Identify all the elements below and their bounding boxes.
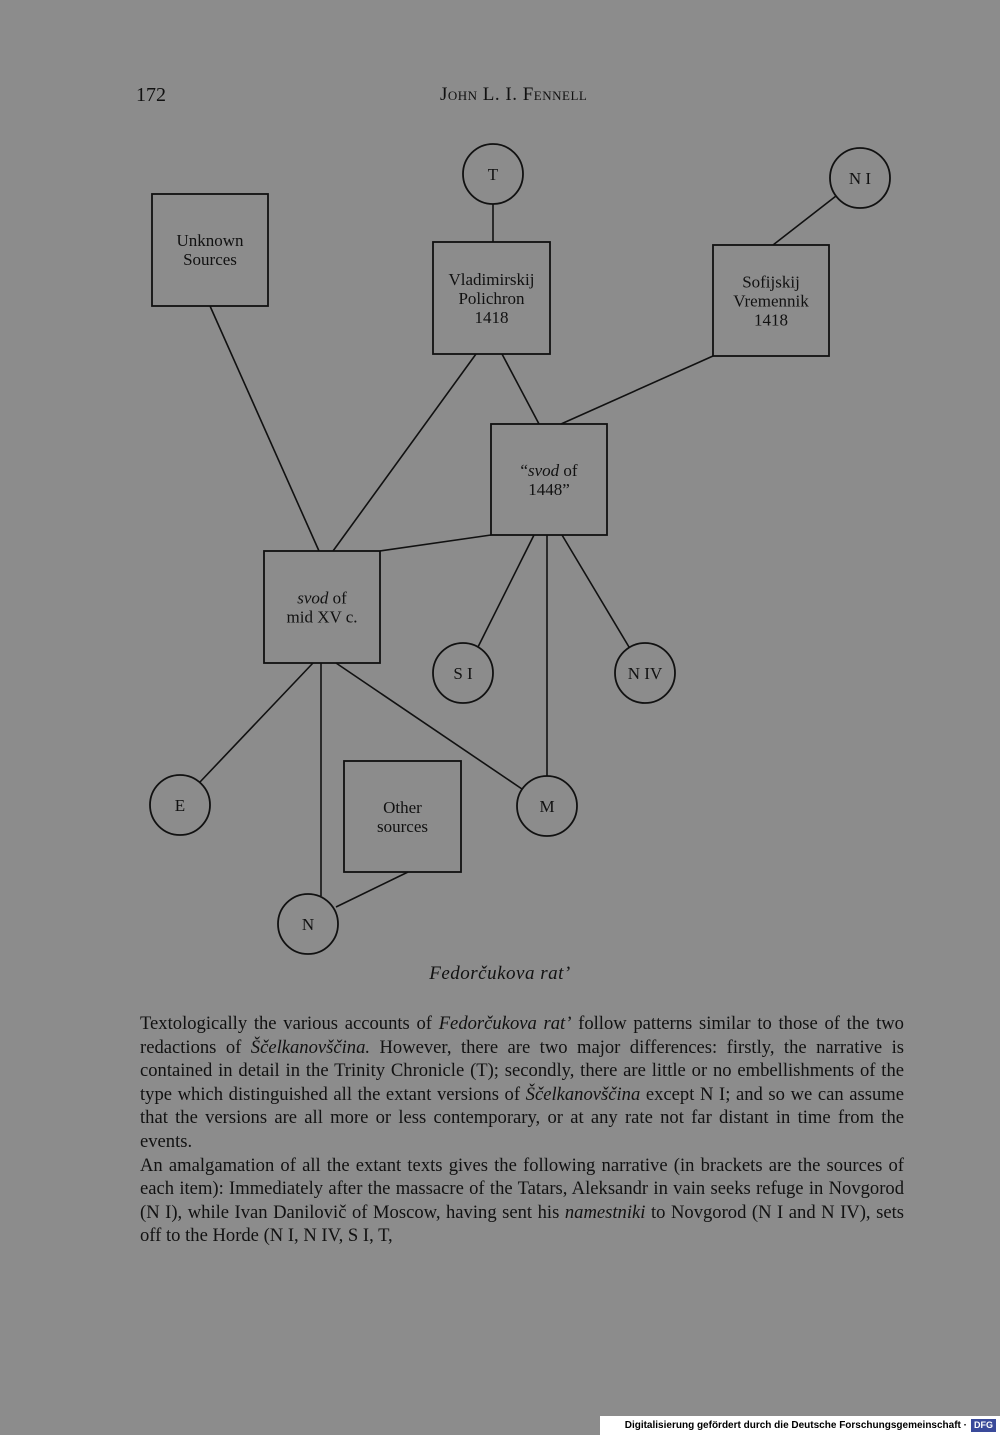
node-M [517, 776, 577, 836]
node-label-unknown-0: Unknown [176, 231, 244, 250]
edge-svod1448-svodmid [380, 535, 491, 551]
edge-svod1448-SI [478, 535, 534, 647]
page-number: 172 [136, 84, 166, 106]
node-label-svodmid-0: svod of [297, 588, 347, 608]
edge-unknown-svodmid [210, 306, 319, 551]
node-label-vladimirskij-0: Vladimirskij [448, 270, 535, 289]
node-label-unknown-1: Sources [183, 250, 237, 269]
node-label-SI-0: S I [453, 664, 473, 683]
node-label-other-0: Other [383, 798, 422, 817]
running-head: John L. I. Fennell [440, 84, 588, 105]
node-label-N-0: N [301, 915, 315, 934]
node-label-NIV-0: N IV [627, 664, 663, 683]
edge-svod1448-NIV [562, 535, 629, 647]
node-label-E-0: E [174, 796, 186, 815]
node-label-sofijskij-1: Vremennik [733, 291, 809, 311]
node-svodmid [264, 551, 380, 663]
node-NI [830, 148, 890, 208]
node-NIV [615, 643, 675, 703]
node-label-sofijskij-0: Sofijskij [742, 272, 800, 292]
node-vladimirskij [433, 242, 550, 354]
node-label-svod1448-1: 1448” [528, 480, 570, 499]
edge-other-N [336, 872, 408, 907]
edge-NI-sofijskij [773, 196, 836, 245]
node-label-T-0: T [487, 165, 499, 184]
node-label-vladimirskij-1: Polichron [458, 289, 525, 308]
node-T [463, 144, 523, 204]
body-text [140, 1012, 904, 1248]
node-N [278, 894, 338, 954]
footer-credit: Digitalisierung gefördert durch die Deutsche Forschungsgemeinschaft · DFG [600, 1416, 1000, 1435]
dfg-logo: DFG [971, 1419, 996, 1432]
node-label-sofijskij-2: 1418 [754, 310, 788, 330]
stemma-nodes [150, 144, 890, 954]
node-svod1448 [491, 424, 607, 535]
node-label-svod1448-0: “svod of [520, 461, 578, 480]
edge-svodmid-E [200, 663, 313, 782]
node-label-other-1: sources [377, 817, 428, 836]
edge-vladimirskij-svodmid [333, 354, 476, 551]
node-unknown [152, 194, 268, 306]
edge-vladimirskij-svod1448 [502, 354, 539, 424]
node-label-vladimirskij-2: 1418 [474, 308, 509, 327]
node-other [344, 761, 461, 872]
edge-sofijskij-svod1448 [561, 356, 713, 424]
figure-caption: Fedorčukova rat’ [429, 963, 571, 984]
paragraph-1: Textologically the various accounts of Fedorčukova rat’ follow patterns similar to those of the two redactions of Ščelkanovščina. However, there are two major differences: firstly, the narrative is contained in detail in the Trinity Chronicle (T); secondly, there are little or no embellishments of the type which distinguished all the extant versions of Ščelkanovščina except N I; and so we can assume that the versions are all more or less contemporary, or at any rate not far distant in time from the events. [140, 1013, 904, 1152]
node-label-M-0: M [539, 797, 555, 816]
node-E [150, 775, 210, 835]
edge-svodmid-M [336, 663, 522, 789]
node-label-svodmid-1: mid XV c. [286, 607, 358, 627]
node-sofijskij [713, 245, 829, 356]
node-SI [433, 643, 493, 703]
paragraph-2: An amalgamation of all the extant texts gives the following narrative (in brackets are the sources of each item): Immediately after the massacre of the Tatars, Aleksandr in vain seeks refuge in Novgorod (N I), while Ivan Danilovič of Moscow, having sent his namestniki to Novgorod (N I and N IV), sets off to the Horde (N I, N IV, S I, T, [140, 1154, 904, 1247]
node-label-NI-0: N I [848, 169, 872, 188]
